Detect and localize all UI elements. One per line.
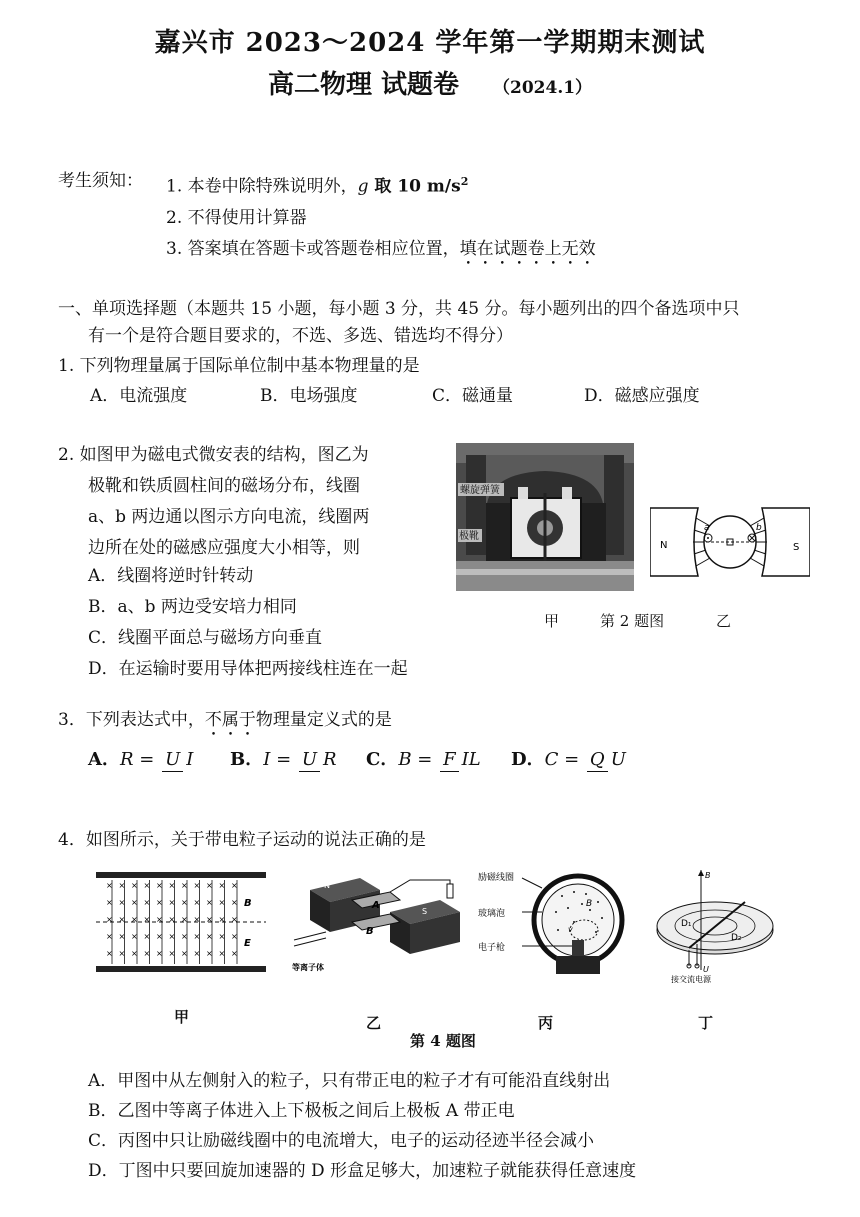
q1-option-a[interactable]: A．电流强度 [90, 386, 188, 406]
q3-option-a[interactable]: A．R = U I [88, 745, 230, 772]
field-cross: × [206, 915, 213, 924]
q2-option-a[interactable]: A．线圈将逆时针转动 [88, 566, 254, 586]
field-cross: × [156, 881, 163, 890]
field-cross: × [231, 915, 238, 924]
question-4-stem: 4．如图所示，关于带电粒子运动的说法正确的是 [58, 830, 426, 850]
q3-option-d-label: D． [511, 749, 545, 770]
field-cross: × [218, 932, 226, 941]
plate-b-label: B [366, 926, 374, 937]
field-cross: × [181, 898, 188, 907]
field-cross: × [106, 898, 113, 907]
section-heading-line1: 一、单项选择题（本题共 15 小题，每小题 3 分，共 45 分。每小题列出的四个备选项中只 [58, 299, 740, 319]
field-cross: × [231, 881, 238, 890]
field-cross: × [181, 881, 188, 890]
side-a-label: a [704, 523, 710, 533]
field-cross: × [218, 949, 226, 958]
question-2-stem [58, 440, 369, 564]
fig4-label-bing: 丙 [538, 1014, 554, 1032]
q1-option-d[interactable]: D．磁感应强度 [584, 386, 700, 406]
q3-option-b-lhs: I [263, 749, 271, 770]
field-cross: × [206, 898, 213, 907]
q3-option-c-den: IL [461, 748, 481, 770]
photo-label-pole: 极靴 [459, 531, 479, 542]
field-b-label: B [244, 898, 252, 909]
field-cross: × [218, 898, 226, 907]
field-cross: × [143, 881, 151, 890]
field-cross: × [131, 898, 138, 907]
field-cross: × [218, 915, 226, 924]
field-cross: × [143, 949, 151, 958]
pole-n-label: N [660, 540, 668, 551]
q3-option-c[interactable]: C．B = F IL [366, 745, 511, 772]
field-cross: × [106, 932, 113, 941]
section-heading-line2: 有一个是符合题目要求的，不选、多选、错选均不得分） [88, 326, 513, 346]
section-heading [58, 296, 810, 350]
q3-option-b-fraction [299, 749, 340, 772]
q4-option-a[interactable]: A．甲图中从左侧射入的粒子，只有带正电的粒子才有可能沿直线射出 [88, 1071, 611, 1091]
q2-stem-line: 极靴和铁质圆柱间的磁场分布，线圈 [88, 476, 360, 496]
field-cross: × [131, 915, 138, 924]
d2-label: D₂ [731, 933, 742, 943]
field-cross: × [106, 915, 113, 924]
field-cross: × [168, 881, 176, 890]
fig4-label-yi: 乙 [366, 1014, 382, 1032]
plasma-label: 等离子体 [292, 963, 324, 972]
q2-stem-line: 边所在处的磁感应强度大小相等，则 [88, 538, 360, 558]
exam-date: （2024.1） [493, 78, 593, 98]
q2-stem-line: 2. 如图甲为磁电式微安表的结构，图乙为 [58, 445, 369, 465]
question-2-options [88, 561, 408, 685]
magnetic-field-diagram [650, 498, 810, 586]
q3-option-c-label: C． [366, 749, 399, 770]
electron-tube-figure [478, 868, 628, 980]
q3-option-a-num: U [162, 749, 183, 772]
field-cross: × [131, 932, 138, 941]
exam-title: 嘉兴市 2023～2024 学年第一学期期末测试 [154, 28, 706, 58]
q2-option-d[interactable]: D．在运输时要用导体把两接线柱连在一起 [88, 659, 408, 679]
plate-a-label: A [372, 900, 380, 911]
field-cross: × [168, 949, 176, 958]
microammeter-photo [456, 443, 634, 591]
q3-stem-emphasis: 不属于 [204, 710, 256, 730]
q1-option-b[interactable]: B．电场强度 [260, 386, 358, 406]
cyclotron-b-label: B [705, 871, 711, 880]
field-cross: × [118, 932, 126, 941]
q3-stem-prefix: 3．下列表达式中， [58, 710, 205, 730]
field-cross: × [106, 881, 113, 890]
q3-option-d-den: U [610, 748, 626, 770]
gun-label: 电子枪 [478, 943, 506, 953]
velocity-selector-figure [96, 872, 266, 972]
mhd-generator-figure [290, 870, 460, 980]
q2-option-c[interactable]: C．线圈平面总与磁场方向垂直 [88, 628, 323, 648]
field-cross: × [131, 949, 138, 958]
field-cross: × [156, 949, 163, 958]
field-cross: × [206, 932, 213, 941]
q4-option-d[interactable]: D．丁图中只要回旋加速器的 D 形盒足够大，加速粒子就能获得任意速度 [88, 1161, 637, 1181]
pole-s-label: S [793, 542, 800, 553]
field-cross: × [106, 949, 113, 958]
field-cross: × [193, 915, 201, 924]
q1-option-c[interactable]: C．磁通量 [432, 386, 514, 406]
q3-option-a-lhs: R [119, 749, 134, 770]
note-item-1 [58, 166, 596, 203]
q3-option-a-fraction [162, 749, 196, 772]
q3-option-d-fraction [587, 749, 629, 772]
field-cross: × [156, 932, 163, 941]
field-cross: × [218, 881, 226, 890]
magnet-n-label: N [324, 881, 330, 890]
field-cross: × [156, 915, 163, 924]
note-item-3-emphasis: 填在试题卷上无效 [459, 238, 596, 259]
field-cross: × [131, 881, 138, 890]
field-cross: × [143, 898, 151, 907]
fig4-label-ding: 丁 [698, 1014, 714, 1032]
note-item-1-value: 取 10 m/s [368, 176, 461, 197]
ac-source-label: 接交流电源 [671, 975, 711, 984]
q3-option-a-label: A． [88, 749, 120, 770]
field-cross: × [118, 881, 126, 890]
q4-option-b[interactable]: B．乙图中等离子体进入上下极板之间后上极板 A 带正电 [88, 1101, 515, 1121]
field-cross: × [193, 881, 201, 890]
tube-b-label: B [586, 899, 593, 909]
subject-title: 高二物理 试题卷 [267, 70, 459, 100]
field-cross: × [156, 898, 163, 907]
q3-option-b[interactable]: B．I = U R [230, 745, 366, 772]
q3-option-d-lhs: C [544, 749, 559, 770]
fig2-label-left: 甲 [544, 612, 560, 630]
coil-label: 励磁线圈 [478, 873, 515, 883]
candidate-notes [58, 166, 596, 269]
question-3-options [88, 745, 641, 772]
field-cross: × [168, 915, 176, 924]
field-cross: × [181, 949, 188, 958]
photo-label-spring: 螺旋弹簧 [460, 485, 500, 496]
field-e-label: E [244, 938, 251, 949]
q2-option-b[interactable]: B．a、b 两边受安培力相同 [88, 597, 297, 617]
field-cross: × [206, 881, 213, 890]
note-item-1-var: g [357, 176, 369, 197]
tube-v-label: v [568, 925, 573, 934]
note-item-3-prefix: 3. 答案填在答题卡或答题卷相应位置， [166, 238, 460, 259]
question-3-stem [58, 706, 392, 740]
q3-option-d-num: Q [587, 749, 608, 772]
field-cross: × [143, 932, 151, 941]
field-cross: × [118, 898, 126, 907]
field-cross: × [206, 949, 213, 958]
field-cross: × [193, 898, 201, 907]
question-4-options [88, 1066, 636, 1186]
field-cross: × [231, 898, 238, 907]
bulb-label: 玻璃泡 [478, 909, 506, 919]
q3-option-d[interactable]: D．C = Q U [511, 745, 641, 772]
note-item-3 [58, 234, 596, 269]
field-cross: × [193, 949, 201, 958]
q3-option-a-den: I [186, 748, 194, 770]
field-cross: × [143, 915, 151, 924]
q3-stem-suffix: 物理量定义式的是 [255, 710, 392, 730]
q4-option-c[interactable]: C．丙图中只让励磁线圈中的电流增大，电子的运动径迹半径会减小 [88, 1131, 595, 1151]
q3-option-c-num: F [440, 749, 459, 772]
q3-option-b-den: R [323, 748, 337, 770]
fig2-label-right: 乙 [716, 612, 732, 630]
side-b-label: b [756, 523, 762, 533]
field-cross: × [231, 949, 238, 958]
q3-option-c-lhs: B [398, 749, 412, 770]
fig2-caption: 第 2 题图 [600, 612, 665, 630]
fig4-label-jia: 甲 [174, 1008, 190, 1026]
magnet-s-label: S [422, 907, 428, 916]
fig4-caption: 第 4 题图 [410, 1032, 476, 1050]
field-cross: × [193, 932, 201, 941]
q3-option-b-label: B． [230, 749, 264, 770]
d1-label: D₁ [681, 919, 692, 929]
note-item-2: 2. 不得使用计算器 [166, 207, 307, 228]
cyclotron-figure [645, 866, 775, 984]
question-1-stem: 1. 下列物理量属于国际单位制中基本物理量的是 [58, 356, 420, 376]
q3-option-c-fraction [440, 749, 484, 772]
field-cross: × [168, 932, 176, 941]
field-cross: × [118, 915, 126, 924]
field-cross: × [231, 932, 238, 941]
field-cross: × [181, 932, 188, 941]
field-cross: × [168, 898, 176, 907]
note-item-1-sup: 2 [460, 175, 469, 188]
notes-label: 考生须知： [58, 171, 143, 191]
q3-option-b-num: U [299, 749, 320, 772]
field-cross: × [181, 915, 188, 924]
exam-subtitle [0, 64, 860, 101]
note-item-1-prefix: 1. 本卷中除特殊说明外， [166, 176, 358, 197]
field-cross: × [118, 949, 126, 958]
question-1-options [90, 381, 744, 406]
note-item-1-text [166, 166, 468, 203]
q2-stem-line: a、b 两边通以图示方向电流，线圈两 [88, 507, 370, 527]
voltage-u-label: U [703, 965, 709, 974]
